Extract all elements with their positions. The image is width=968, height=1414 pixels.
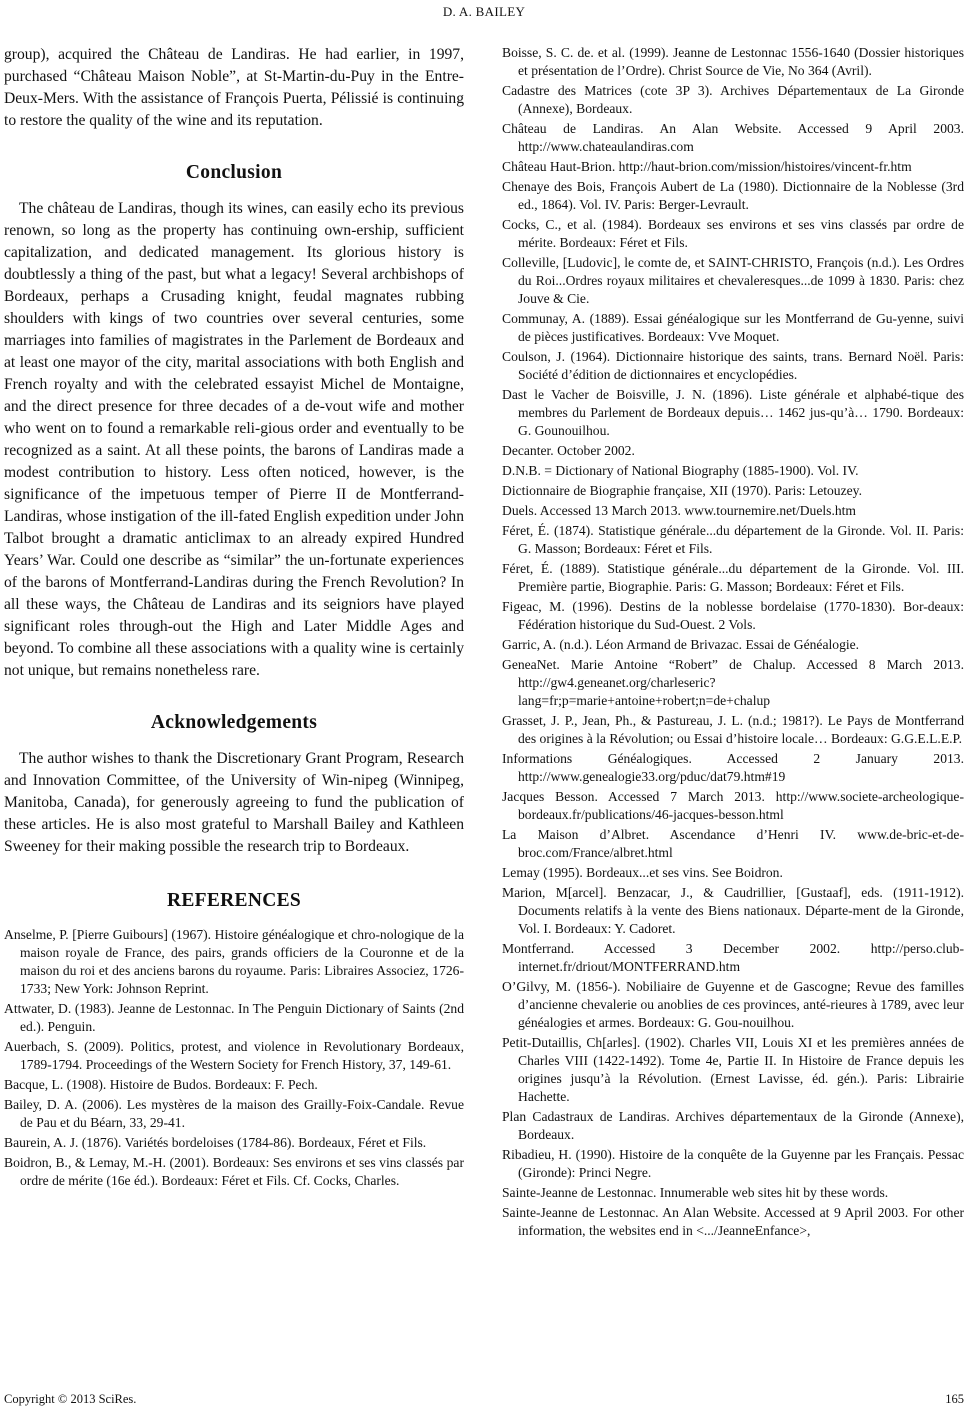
reference-item: Bailey, D. A. (2006). Les mystères de la maison des Grailly-Foix-Candale. Revue de Pau et du Béarn, 33, 29-41.	[4, 1097, 464, 1130]
reference-item: Anselme, P. [Pierre Guibours] (1967). Histoire généalogique et chro-nologique de la maison royale de France, des pairs, grands officiers de la Couronne et de la maison du roi et des anciens barons du royaume. Paris: Libraires Associez, 1726-1733; New York: Johnson Reprint.	[4, 927, 464, 996]
running-header: D. A. BAILEY	[442, 4, 526, 19]
page-number: 165	[945, 1392, 964, 1406]
conclusion-paragraph: The château de Landiras, though its wines, can easily echo its previous renown, so long as the property has continuing own-ership, sufficient capitalization, and dedicated management. Its glorious history is doubtlessly a thing of the past, but what a legacy! Several archbishops of Bordeaux, perhaps a Crusading knight, feudal magnates rubbing shoulders with kings of two countries over several centuries, some marriages into families of magistrates in the Parlement de Bordeaux and at least one mayor of the city, marital associations with both English and French royalty and with the celebrated essayist Michel de Montaigne, and the direct presence for three decades of a de-vout wife and mother who went on to found a remarkable reli-gious order and eventually to be recognized as a saint. At all these points, the barons of Landiras made a modest contribution to history. Less often noticed, however, is the significance of the impetuous temper of Pierre II de Montferrand-Landiras, whose instigation of the ill-fated English expedition under John Talbot brought a dramatic anticlimax to an already expired Hundred Years’ War. Could one describe as “similar” the un-fortunate experiences of the barons of Montferrand-Landiras during the French Revolution? In all these ways, the Château de Landiras and its seigniors have played significant roles through-out the High and Later Middle Ages and beyond. To combine all these associations with a quality wine is certainly not unique, but remains nonetheless rare.	[4, 200, 464, 679]
acknowledgements-paragraph: The author wishes to thank the Discretionary Grant Program, Research and Innovation Committee, of the University of Win-nipeg (Winnipeg, Manitoba, Canada), for generously agreeing to fund the publication of these articles. He is also most grateful to Marshall Bailey and Kathleen Sweeney for their making possible the research trip to Bordeaux.	[4, 750, 464, 855]
intro-paragraph: group), acquired the Château de Landiras. He had earlier, in 1997, purchased “Château Maison Noble”, at St-Martin-du-Puy in the Entre-Deux-Mers. With the assistance of François Puerta, Pélissié is continuing to restore the quality of the wine and its reputation.	[4, 46, 464, 129]
reference-item: Montferrand. Accessed 3 December 2002. http://perso.club-internet.fr/driout/MONTFERRAND.htm	[502, 941, 964, 974]
reference-item: Coulson, J. (1964). Dictionnaire historique des saints, trans. Bernard Noël. Paris: Société d’édition de dictionnaires et encyclopédies.	[502, 349, 964, 382]
conclusion-heading: Conclusion	[185, 162, 283, 183]
reference-item: Grasset, J. P., Jean, Ph., & Pastureau, J. L. (n.d.; 1981?). Le Pays de Montferrand des origines à la Révolution; ou Essai d’histoire locale… Bordeaux: G.G.E.L.E.P.	[502, 713, 964, 746]
reference-item: Garric, A. (n.d.). Léon Armand de Brivazac. Essai de Généalogie.	[502, 637, 860, 652]
reference-item: La Maison d’Albret. Ascendance d’Henri IV. www.de-bric-et-de-broc.com/France/albret.html	[502, 827, 964, 860]
copyright-footer: Copyright © 2013 SciRes.	[4, 1392, 137, 1406]
reference-item: GeneaNet. Marie Antoine “Robert” de Chalup. Accessed 8 March 2013. http://gw4.geneanet.org/charleseric?lang=fr;p=marie+antoine+robert;n=de+chalup	[502, 657, 964, 708]
reference-item: Féret, É. (1874). Statistique générale...du département de la Gironde. Vol. II. Paris: G. Masson; Bordeaux: Féret et Fils.	[502, 523, 964, 556]
reference-item: Lemay (1995). Bordeaux...et ses vins. See Boidron.	[502, 865, 783, 880]
reference-item: Cadastre des Matrices (cote 3P 3). Archives Départementaux de La Gironde (Annexe), Bordeaux.	[502, 83, 964, 116]
reference-item: Marion, M[arcel]. Benzacar, J., & Caudrillier, [Gustaaf], eds. (1911-1912). Documents relatifs à la vente des Biens nationaux. Départe-ment de la Gironde, Vol. I. Bordeaux: Y. Cadoret.	[502, 885, 964, 936]
reference-item: Figeac, M. (1996). Destins de la noblesse bordelaise (1770-1830). Bor-deaux: Fédération historique du Sud-Ouest. 2 Vols.	[502, 599, 964, 632]
reference-item: Sainte-Jeanne de Lestonnac. Innumerable web sites hit by these words.	[502, 1185, 889, 1200]
reference-item: Cocks, C., et al. (1984). Bordeaux ses environs et ses vins classés par ordre de mérite. Bordeaux: Féret et Fils.	[502, 217, 964, 250]
reference-item: Féret, É. (1889). Statistique générale...du département de la Gironde. Vol. III. Première partie, Biographie. Paris: G. Masson; Bordeaux: Féret et Fils.	[502, 561, 964, 594]
references-heading: REFERENCES	[166, 890, 302, 911]
reference-item: Chenaye des Bois, François Aubert de La (1980). Dictionnaire de la Noblesse (3rd ed., 1864). Vol. IV. Paris: Berger-Levrault.	[502, 179, 964, 212]
reference-item: Duels. Accessed 13 March 2013. www.tournemire.net/Duels.htm	[502, 503, 856, 518]
reference-item: Colleville, [Ludovic], le comte de, et SAINT-CHRISTO, François (n.d.). Les Ordres du Roi...Ordres royaux militaires et chevaleresques...de 1099 à 1830. Paris: chez Jouve & Cie.	[502, 255, 964, 306]
reference-item: D.N.B. = Dictionary of National Biography (1885-1900). Vol. IV.	[502, 463, 859, 478]
reference-item: Dictionnaire de Biographie française, XII (1970). Paris: Letouzey.	[502, 483, 862, 498]
reference-item: Plan Cadastraux de Landiras. Archives départementaux de la Gironde (Annexe), Bordeaux.	[502, 1109, 964, 1142]
references-list-left	[4, 926, 464, 1190]
right-column	[502, 44, 964, 1242]
reference-item: Communay, A. (1889). Essai généalogique sur les Montferrand de Gu-yenne, suivi de pièces justificatives. Bordeaux: Vve Moquet.	[502, 311, 964, 344]
reference-item: O’Gilvy, M. (1856-). Nobiliaire de Guyenne et de Gascogne; Revue des familles d’ancienne chevalerie ou anoblies de ces provinces, anté-rieures à 1789, avec leur généalogies et armes. Bordeaux: G. Gou-nouilhou.	[502, 979, 964, 1030]
reference-item: Sainte-Jeanne de Lestonnac. An Alan Website. Accessed at 9 April 2003. For other information, the websites end in <.../JeanneEnfance>,	[502, 1205, 964, 1238]
reference-item: Auerbach, S. (2009). Politics, protest, and violence in Revolutionary Bordeaux, 1789-1794. Proceedings of the Western Society for French History, 37, 149-61.	[4, 1039, 464, 1072]
reference-item: Boisse, S. C. de. et al. (1999). Jeanne de Lestonnac 1556-1640 (Dossier historiques et présentation de l’Ordre). Christ Source de Vie, No 364 (Avril).	[502, 45, 964, 78]
reference-item: Informations Généalogiques. Accessed 2 January 2013. http://www.genealogie33.org/pduc/dat79.htm#19	[502, 751, 964, 784]
reference-item: Attwater, D. (1983). Jeanne de Lestonnac. In The Penguin Dictionary of Saints (2nd ed.). Penguin.	[4, 1001, 464, 1034]
reference-item: Baurein, A. J. (1876). Variétés bordeloises (1784-86). Bordeaux, Féret et Fils.	[4, 1135, 427, 1150]
reference-item: Decanter. October 2002.	[502, 443, 635, 458]
reference-item: Ribadieu, H. (1990). Histoire de la conquête de la Guyenne par les Français. Pessac (Gironde): Princi Negre.	[502, 1147, 964, 1180]
acknowledgements-heading: Acknowledgements	[150, 712, 318, 733]
reference-item: Bacque, L. (1908). Histoire de Budos. Bordeaux: F. Pech.	[4, 1077, 318, 1092]
reference-item: Jacques Besson. Accessed 7 March 2013. http://www.societe-archeologique-bordeaux.fr/publications/46-jacques-besson.html	[502, 789, 964, 822]
reference-item: Château Haut-Brion. http://haut-brion.com/mission/histoires/vincent-fr.htm	[502, 159, 912, 174]
references-list-right	[502, 44, 964, 1240]
left-column	[4, 44, 464, 1192]
reference-item: Petit-Dutaillis, Ch[arles]. (1902). Charles VII, Louis XI et les premières années de Charles VIII (1422-1492). Tome 4e, Partie II. In Histoire de France depuis les origines jusqu’à la Révolution. (Ernest Lavisse, éd. gén.). Paris: Librairie Hachette.	[502, 1035, 964, 1104]
reference-item: Boidron, B., & Lemay, M.-H. (2001). Bordeaux: Ses environs et ses vins classés par ordre de mérite (16e éd.). Bordeaux: Féret et Fils. Cf. Cocks, Charles.	[4, 1155, 464, 1188]
reference-item: Château de Landiras. An Alan Website. Accessed 9 April 2003. http://www.chateaulandiras.com	[502, 121, 964, 154]
reference-item: Dast le Vacher de Boisville, J. N. (1896). Liste générale et alphabé-tique des membres du Parlement de Bordeaux depuis… 1462 jus-qu’à… 1790. Bordeaux: G. Gounouilhou.	[502, 387, 964, 438]
